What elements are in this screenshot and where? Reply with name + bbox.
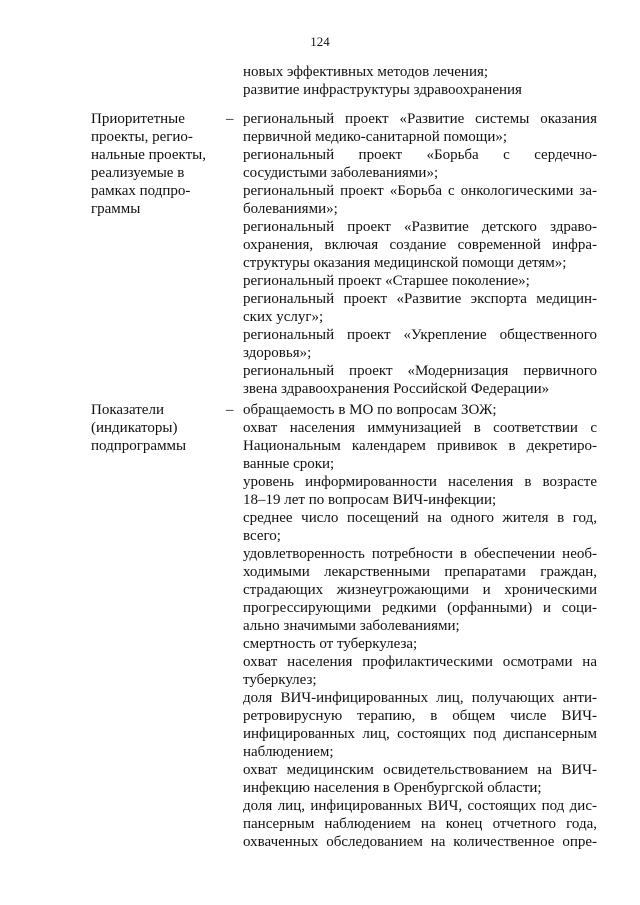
indicator-line: всего; — [243, 528, 281, 544]
projects-list — [243, 110, 597, 398]
indicator-line: ально значимыми заболеваниями; — [243, 618, 460, 634]
indicators-dash: – — [226, 402, 234, 418]
indicator-line: охваченных обследованием на количественное опре- — [243, 834, 597, 850]
indicators-list — [243, 401, 597, 851]
indicator-line: инфицированных лиц, состоящих под диспансерным — [243, 726, 597, 742]
indicator-line: обращаемость в МО по вопросам ЗОЖ; — [243, 402, 497, 418]
projects-label-line: нальные проекты, — [91, 147, 206, 163]
projects-label-line: граммы — [91, 201, 141, 217]
indicator-line: охват медицинским освидетельствованием на ВИЧ- — [243, 762, 597, 778]
project-line: региональный проект «Борьба с онкологическими за- — [243, 183, 597, 199]
indicator-line: ванные сроки; — [243, 456, 335, 472]
projects-label-line: проекты, регио- — [91, 129, 193, 145]
indicator-line: доля ВИЧ-инфицированных лиц, получающих анти- — [243, 690, 597, 706]
indicator-line: доля лиц, инфицированных ВИЧ, состоящих под дис- — [243, 798, 597, 814]
projects-label-line: реализуемые в — [91, 165, 185, 181]
project-line: сосудистыми заболеваниями»; — [243, 165, 439, 181]
indicators-label-line: подпрограммы — [91, 438, 187, 454]
indicator-line: страдающих жизнеугрожающими и хроническими — [243, 582, 597, 598]
indicator-line: 18–19 лет по вопросам ВИЧ-инфекции; — [243, 492, 497, 508]
indicator-line: пансерным наблюдением на конец отчетного года, — [243, 816, 597, 832]
indicator-line: уровень информированности населения в возрасте — [243, 474, 597, 490]
project-line: ских услуг»; — [243, 309, 324, 325]
indicator-line: прогрессирующими редкими (орфанными) и соци- — [243, 600, 597, 616]
indicator-line: ретровирусную терапию, в общем числе ВИЧ- — [243, 708, 597, 724]
project-line: региональный проект «Развитие системы оказания — [243, 111, 597, 127]
page-number: 124 — [310, 34, 330, 49]
indicator-line: удовлетворенность потребности в обеспечении необ- — [243, 546, 597, 562]
indicator-line: ходимыми лекарственными препаратами граждан, — [243, 564, 597, 580]
projects-dash: – — [226, 111, 234, 127]
indicator-line: Национальным календарем прививок в декретиро- — [243, 438, 597, 454]
project-line: региональный проект «Развитие детского здраво- — [243, 219, 597, 235]
project-line: структуры оказания медицинской помощи детям»; — [243, 255, 567, 271]
indicator-line: туберкулез; — [243, 672, 317, 688]
projects-label-line: Приоритетные — [91, 111, 185, 127]
project-line: болеваниями»; — [243, 201, 338, 217]
projects-label-line: рамках подпро- — [91, 183, 191, 199]
project-line: охранения, включая создание современной инфра- — [243, 237, 597, 253]
indicator-line: инфекцию населения в Оренбургской области; — [243, 780, 542, 796]
project-line: региональный проект «Развитие экспорта медицин- — [243, 291, 597, 307]
project-line: региональный проект «Борьба с сердечно- — [243, 147, 597, 163]
project-line: здоровья»; — [243, 345, 312, 361]
indicator-line: среднее число посещений на одного жителя в год, — [243, 510, 597, 526]
project-line: первичной медико-санитарной помощи»; — [243, 129, 508, 145]
indicator-line: смертность от туберкулеза; — [243, 636, 418, 652]
indicator-line: охват населения иммунизацией в соответствии с — [243, 420, 597, 436]
indicators-label-line: (индикаторы) — [91, 420, 178, 436]
intro-line-2: развитие инфраструктуры здравоохранения — [243, 82, 522, 98]
indicator-line: охват населения профилактическими осмотрами на — [243, 654, 597, 670]
project-line: звена здравоохранения Российской Федерации» — [243, 381, 550, 397]
intro-line-1: новых эффективных методов лечения; — [243, 64, 489, 80]
project-line: региональный проект «Старшее поколение»; — [243, 273, 530, 289]
indicators-label-line: Показатели — [91, 402, 164, 418]
indicator-line: наблюдением; — [243, 744, 334, 760]
project-line: региональный проект «Модернизация первичного — [243, 363, 597, 379]
project-line: региональный проект «Укрепление общественного — [243, 327, 597, 343]
